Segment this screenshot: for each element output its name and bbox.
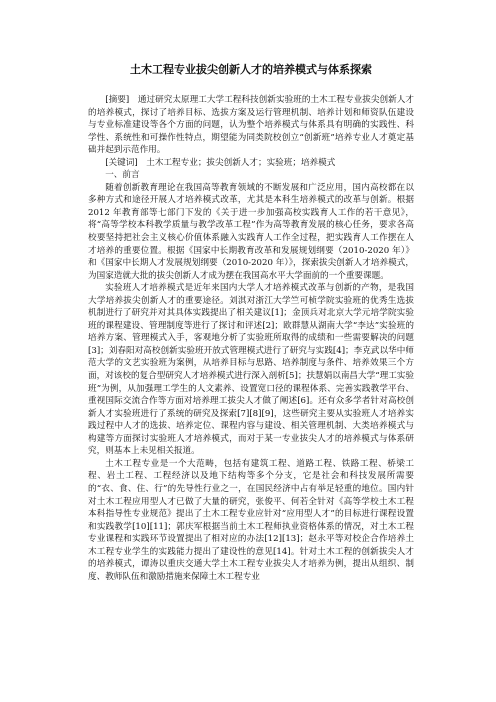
document-page: [88, 60, 414, 583]
document-body: [88, 94, 414, 583]
body-paragraph: 土木工程专业是一个大范畴，包括有建筑工程、道路工程、铁路工程、桥梁工程、岩土工程、工程经济以及地下结构等多个分支，它是社会和科技发展所需要的“衣、食、住、行”的先导性行业之一，在国民经济中占有举足轻重的地位。国内针对土木工程应用型人才已做了大量的研究，张俊平、何若全针对《高等学校土木工程本科指导性专业规范》提出了土木工程专业应针对“应用型人才”的目标进行课程设置和实践教学[10][11]；郭庆军根据当前土木工程师执业资格体系的情况，对土木工程专业课程和实践环节设置提出了相对应的办法[12][13]；赵永平等对校企合作培养土木工程专业学生的实践能力提出了建设性的意见[14]。针对土木工程的创新拔尖人才的培养模式，谭涛以重庆交通大学土木工程专业拔尖人才培养为例，提出从组织、制度、教师队伍和激励措施来保障土木工程专业: [88, 458, 414, 582]
document-title: 土木工程专业拔尖创新人才的培养模式与体系探索: [130, 63, 372, 76]
body-paragraph: 实验班人才培养模式是近年来国内大学人才培养模式改革与创新的产物，是我国大学培养拔尖创新人才的重要途径。刘淇对浙江大学竺可桢学院实验班的优秀生选拔机制进行了研究并对其具体实践提出了相关建议[1]；金顶兵对北京大学元培学院实验班的课程建设、管理制度等进行了探讨和评述[2]；欧群慧从湖南大学“李达”实验班的培养方案、管理模式入手，客观地分析了实验班所取得的成绩和一些需要解决的问题[3]；刘春阳对高校创新实验班开放式管理模式进行了研究与实践[4]；李克武以华中师范大学的文艺实验班为案例，从培养目标与思路、培养制度与条件、培养效果三个方面，对该校的复合型研究人才培养模式进行深入剖析[5]；扶慧娟以南昌大学“理工实验班”为例，从加强理工学生的人文素养、设置宽口径的课程体系、完善实践教学平台、重视国际交流合作等方面对培养理工拔尖人才做了阐述[6]。还有众多学者针对高校创新人才实验班进行了系统的研究及探索[7][8][9]，这些研究主要从实验班人才培养实践过程中人才的选拔、培养定位、课程内容与建设、相关管理机制、大类培养模式与构建等方面探讨实验班人才培养模式，而对于某一专业拔尖人才的培养模式与体系研究，则基本上未见相关报道。: [88, 283, 414, 457]
body-paragraph: 随着创新教育理论在我国高等教育领域的不断发展和广泛应用，国内高校都在以多种方式和途径开展人才培养模式改革，尤其是本科生培养模式的改革与创新。根据 2012 年教育部等七部门下发的《关于进一步加强高校实践育人工作的若干意见》，将“高等学校本科教学质量与教学改革工程”作为高等教育发展的核心任务，要求各高校要坚持把社会主义核心价值体系融入实践育人工作全过程，把实践育人工作摆在人才培养的重要位置。根据《国家中长期教育改革和发展规划纲要（2010-2020 年）》和《国家中长期人才发展规划纲要（2010-2020 年）》，探索拔尖创新人才培养模式，为国家造就大批的拔尖创新人才成为摆在我国高水平大学面前的一个重要课题。: [88, 182, 414, 281]
keywords-line: [关键词] 土木工程专业；拔尖创新人才；实验班；培养模式: [105, 157, 336, 168]
section-heading: 一、前言: [105, 170, 140, 181]
abstract-paragraph: [摘要] 通过研究太原理工大学工程科技创新实验班的土木工程专业拔尖创新人才的培养模式，探讨了培养目标、选拔方案及运行管理机制、培养计划和师资队伍建设与专业标准建设等各个方面的问题，认为整个培养模式与体系具有明确的实践性、科学性、系统性和可操作性特点，期望能为同类院校创立“创新班”培养专业人才奠定基础并起到示范作用。: [88, 95, 414, 156]
